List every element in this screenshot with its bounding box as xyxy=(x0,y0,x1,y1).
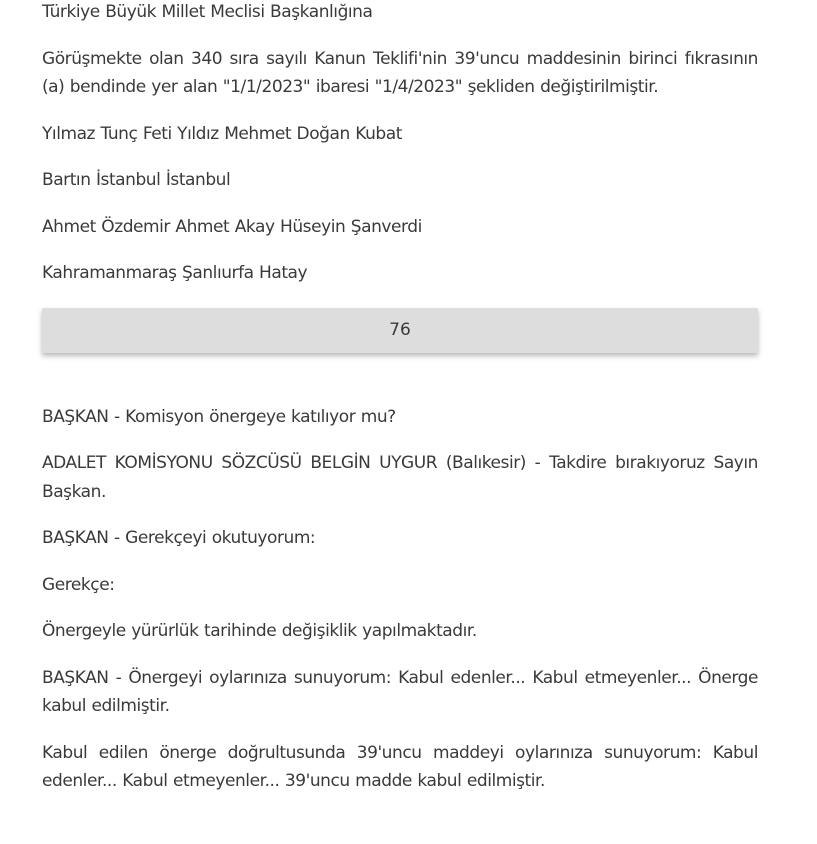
signatories-cities-1: Bartın İstanbul İstanbul xyxy=(42,170,231,190)
speaker-reading: BAŞKAN - Gerekçeyi okutuyorum: xyxy=(42,528,316,548)
motion-text: Görüşmekte olan 340 sıra sayılı Kanun Teklifi'nin 39'uncu maddesinin birinci fıkrasının (a) bendinde yer alan "1/1/2023" ibaresi "1/4/2023" şekliden değiştirilmiştir. xyxy=(42,48,758,97)
signatories-cities-2: Kahramanmaraş Şanlıurfa Hatay xyxy=(42,263,308,283)
page-number-bar xyxy=(42,308,758,353)
speaker-question: BAŞKAN - Komisyon önergeye katılıyor mu? xyxy=(42,406,396,427)
committee-response: ADALET KOMİSYONU SÖZCÜSÜ BELGİN UYGUR (Balıkesir) - Takdire bırakıyoruz Sayın Başkan. xyxy=(42,453,758,502)
motion-vote: BAŞKAN - Önergeyi oylarınıza sunuyorum: Kabul edenler... Kabul etmeyenler... Önerge kabul edilmiştir. xyxy=(42,667,758,716)
document-content xyxy=(42,0,758,814)
signatories-names-1: Yılmaz Tunç Feti Yıldız Mehmet Doğan Kubat xyxy=(42,123,402,144)
justification-heading: Gerekçe: xyxy=(42,574,115,595)
addressee-line: Türkiye Büyük Millet Meclisi Başkanlığına xyxy=(42,2,373,22)
justification-text: Önergeyle yürürlük tarihinde değişiklik yapılmaktadır. xyxy=(42,621,477,641)
page-number: 76 xyxy=(389,319,411,340)
article-vote: Kabul edilen önerge doğrultusunda 39'uncu maddeyi oylarınıza sunuyorum: Kabul edenler... Kabul etmeyenler... 39'uncu madde kabul edilmiştir. xyxy=(42,742,758,791)
signatories-names-2: Ahmet Özdemir Ahmet Akay Hüseyin Şanverdi xyxy=(42,216,422,237)
